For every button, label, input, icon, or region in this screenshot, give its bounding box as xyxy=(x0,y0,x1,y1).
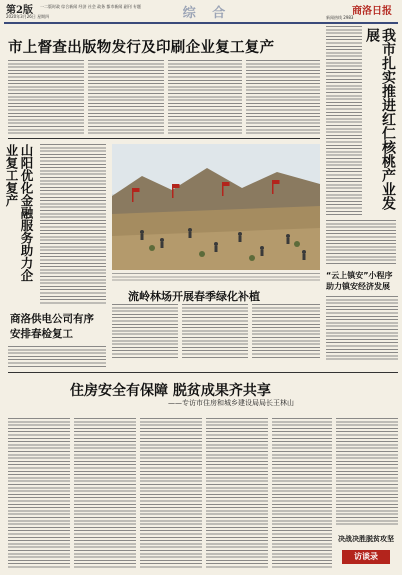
page-number: 第2版 xyxy=(6,5,33,16)
section-label: 综 合 xyxy=(182,6,232,21)
article-a5-text-3 xyxy=(252,304,320,360)
article-a5-text-2 xyxy=(182,304,248,360)
paper-name: 商洛日报 xyxy=(352,6,392,17)
article-a7-text-4 xyxy=(206,418,268,570)
headline-a6: “云上镇安”小程序助力镇安经济发展 xyxy=(326,271,393,291)
article-a5-text xyxy=(112,304,178,360)
divider xyxy=(8,372,398,373)
headline-a4: 我市扎实推进红仁核桃产业发展 xyxy=(364,28,396,210)
article-a1-text-4 xyxy=(246,60,320,134)
ad-line-1: 决战决胜脱贫攻坚 xyxy=(338,535,394,543)
ad-box xyxy=(334,532,398,570)
article-a4-text-2 xyxy=(326,220,396,264)
ad-line-2: 访谈录 xyxy=(342,550,390,564)
article-a1-text xyxy=(8,60,84,134)
headline-a3: 商洛供电公司有序安排春检复工 xyxy=(10,313,94,340)
article-a7-text-6 xyxy=(336,418,398,526)
article-a7-text xyxy=(8,418,70,570)
nav-strip: 一二版时政 综合新闻 经济 社会 政务 都市新闻 副刊 专题 xyxy=(40,4,141,9)
headline-a7: 住房安全有保障 脱贫成果齐共享 xyxy=(70,383,271,399)
article-a2-text xyxy=(40,144,106,304)
hotline: 新闻热线 2983 xyxy=(326,15,354,20)
headline-a2: 山阳优化金融服务助力企业复工复产 xyxy=(4,144,34,282)
article-a6-text xyxy=(326,296,398,360)
article-a1-text-2 xyxy=(88,60,164,134)
article-a3-text xyxy=(8,346,106,368)
divider xyxy=(8,138,320,139)
photo-illustration xyxy=(112,144,320,270)
article-a7-text-3 xyxy=(140,418,202,570)
article-a4-text xyxy=(326,26,362,216)
headline-a5: 流岭林场开展春季绿化补植 xyxy=(128,290,260,303)
photo-caption xyxy=(112,273,320,281)
article-a1-text-3 xyxy=(168,60,242,134)
issue-date: 2020年3月26日 星期四 xyxy=(6,14,50,19)
article-a7-text-5 xyxy=(272,418,332,570)
news-photo xyxy=(112,144,320,270)
masthead-rule xyxy=(4,22,398,24)
article-a7-text-2 xyxy=(74,418,136,570)
headline-a1: 市上督查出版物发行及印刷企业复工复产 xyxy=(8,40,275,56)
subtitle-a7: ——专访市住房和城乡建设局局长王林山 xyxy=(168,399,294,407)
